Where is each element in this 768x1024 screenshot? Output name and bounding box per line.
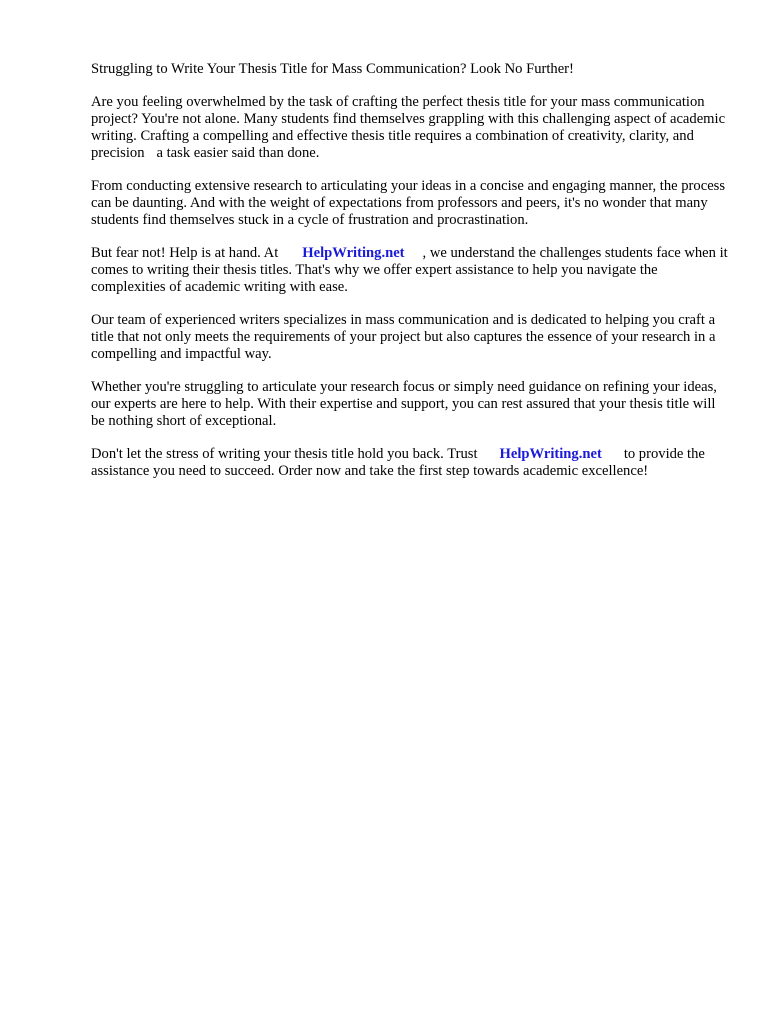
helpwriting-link[interactable]: HelpWriting.net [302,245,405,261]
paragraph-trust-text: Don't let the stress of writing your thesis title hold you back. Trust [91,446,478,462]
paragraph-intro-text-end: a task easier said than done. [156,145,320,161]
paragraph-intro-text: Are you feeling overwhelmed by the task of crafting the perfect thesis title for your mass communication project? You're not alone. Many students find themselves grappling with this challenging aspect of academic writing. Crafting a compelling and effective thesis title requires a combination of creativity, clarity, and precision [91,94,726,161]
paragraph-help [91,245,731,296]
paragraph-experts: Whether you're struggling to articulate your research focus or simply need guidance on refining your ideas, our experts are here to help. With their expertise and support, you can rest assured that your thesis title will be nothing short of exceptional. [91,379,717,429]
helpwriting-link-2[interactable]: HelpWriting.net [499,446,602,462]
paragraph-trust [91,446,731,480]
paragraph-research: From conducting extensive research to articulating your ideas in a concise and engaging manner, the process can be daunting. And with the weight of expectations from professors and peers, it's no wonder that many students find themselves stuck in a cycle of frustration and procrastination. [91,178,726,228]
paragraph-trust-text-end: to provide the assistance you need to succeed. Order now and take the first step towards academic excellence! [91,446,705,479]
document-body [91,61,731,496]
paragraph-help-text: But fear not! Help is at hand. At [91,245,279,261]
document-title: Struggling to Write Your Thesis Title for Mass Communication? Look No Further! [91,61,574,77]
paragraph-team: Our team of experienced writers specializes in mass communication and is dedicated to helping you craft a title that not only meets the requirements of your project but also captures the essence of your research in a compelling and impactful way. [91,312,716,362]
paragraph-intro [91,94,731,162]
paragraph-help-text-end: , we understand the challenges students face when it comes to writing their thesis titles. That's why we offer expert assistance to help you navigate the complexities of academic writing with ease. [91,245,728,295]
